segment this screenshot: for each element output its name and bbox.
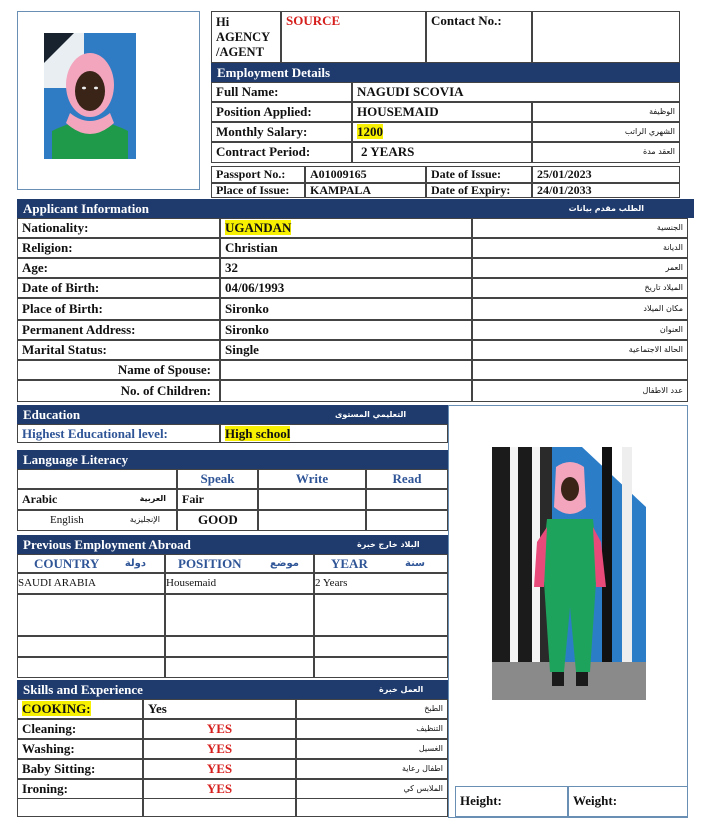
skill-value: YES <box>143 719 296 739</box>
language-blank <box>17 469 177 489</box>
issue-date-value: 25/01/2023 <box>532 166 680 183</box>
full-name-value: NAGUDI SCOVIA <box>352 82 680 102</box>
arabic-label: Arabic <box>22 492 58 506</box>
english-write <box>258 510 366 531</box>
skill-value: YES <box>143 759 296 779</box>
skills-header <box>17 680 448 699</box>
applicant-row-ar: الديانة <box>472 238 688 258</box>
prev-year-label: YEAR <box>331 556 368 571</box>
prev-row-position: Housemaid <box>165 573 314 594</box>
contract-value: 2 YEARS <box>352 142 532 163</box>
passport-no-label: Passport No.: <box>211 166 305 183</box>
prev-year-ar: سنة <box>405 558 425 569</box>
prev-row-country: SAUDI ARABIA <box>17 573 165 594</box>
prev-position-head <box>165 554 314 573</box>
language-header: Language Literacy <box>17 450 448 469</box>
applicant-row-label: Marital Status: <box>17 340 220 360</box>
agency-cell: Hi AGENCY /AGENT <box>211 11 281 63</box>
applicant-row-value <box>220 360 472 380</box>
applicant-row-ar: العمر <box>472 258 688 278</box>
applicant-row-ar: عدد الاطفال <box>472 380 688 402</box>
contract-ar: العقد مدة <box>532 142 680 163</box>
source-cell: SOURCE <box>281 11 426 63</box>
english-read <box>366 510 448 531</box>
place-issue-label: Place of Issue: <box>211 183 305 198</box>
prev-empty-2c <box>314 636 448 657</box>
applicant-row-ar: الميلاد تاريخ <box>472 278 688 298</box>
english-row-label <box>17 510 177 531</box>
passport-photo <box>44 33 136 159</box>
prev-country-head <box>17 554 165 573</box>
skill-value: YES <box>143 779 296 799</box>
prev-empty-3b <box>165 657 314 678</box>
english-label-ar: الإنجليزية <box>129 515 160 524</box>
skills-empty-c <box>296 798 448 817</box>
applicant-header <box>17 199 694 218</box>
applicant-row-label: Name of Spouse: <box>17 360 220 380</box>
education-header <box>17 405 448 424</box>
education-level-cell <box>220 424 448 443</box>
applicant-title-ar: الطلب مقدم بيانات <box>568 204 644 213</box>
prev-empty-1c <box>314 594 448 636</box>
skill-ar: اطفال رعاية <box>296 759 448 779</box>
skills-title: Skills and Experience <box>23 682 143 697</box>
prev-empty-3c <box>314 657 448 678</box>
applicant-row-value: 04/06/1993 <box>220 278 472 298</box>
education-title-ar: التعليمي المستوى <box>335 410 407 419</box>
skill-label: Cleaning: <box>17 719 143 739</box>
applicant-row-value: Single <box>220 340 472 360</box>
skill-label: Washing: <box>17 739 143 759</box>
prev-position-label: POSITION <box>178 556 242 571</box>
expiry-value: 24/01/2033 <box>532 183 680 198</box>
contact-value <box>532 11 680 63</box>
education-level: High school <box>225 426 291 441</box>
prev-empty-3a <box>17 657 165 678</box>
salary-value-cell <box>352 122 532 142</box>
applicant-row-label: Religion: <box>17 238 220 258</box>
passport-no-value: A01009165 <box>305 166 426 183</box>
language-read-head: Read <box>366 469 448 489</box>
arabic-row-label <box>17 489 177 510</box>
prev-row-year: 2 Years <box>314 573 448 594</box>
applicant-row-label: Nationality: <box>17 218 220 238</box>
prev-country-label: COUNTRY <box>34 556 100 571</box>
position-ar: الوظيفة <box>532 102 680 122</box>
skill-label <box>17 699 143 719</box>
applicant-row-value <box>220 380 472 402</box>
previous-title: Previous Employment Abroad <box>23 537 191 552</box>
arabic-label-ar: العربية <box>139 494 166 503</box>
applicant-row-label: Place of Birth: <box>17 298 220 320</box>
applicant-row-value <box>220 218 472 238</box>
arabic-write <box>258 489 366 510</box>
applicant-row-ar: العنوان <box>472 320 688 340</box>
salary-label: Monthly Salary: <box>211 122 352 142</box>
skills-empty-b <box>143 798 296 817</box>
prev-empty-2a <box>17 636 165 657</box>
skill-ar: الملابس كي <box>296 779 448 799</box>
language-write-head: Write <box>258 469 366 489</box>
applicant-row-ar: الحالة الاجتماعية <box>472 340 688 360</box>
skill-value: YES <box>143 739 296 759</box>
position-value: HOUSEMAID <box>352 102 532 122</box>
applicant-row-label: Date of Birth: <box>17 278 220 298</box>
arabic-read <box>366 489 448 510</box>
applicant-row-label: No. of Children: <box>17 380 220 402</box>
skill-ar: التنظيف <box>296 719 448 739</box>
education-level-label: Highest Educational level: <box>17 424 220 443</box>
prev-country-ar: دولة <box>124 558 146 569</box>
language-speak-head: Speak <box>177 469 258 489</box>
previous-title-ar: البلاد خارج خبرة <box>357 540 420 549</box>
prev-empty-1a <box>17 594 165 636</box>
applicant-title: Applicant Information <box>23 201 150 216</box>
applicant-row-ar <box>472 360 688 380</box>
full-body-photo <box>492 447 646 700</box>
skill-label: Ironing: <box>17 779 143 799</box>
education-title: Education <box>23 407 81 422</box>
applicant-row-value: Christian <box>220 238 472 258</box>
contract-label: Contract Period: <box>211 142 352 163</box>
salary-value: 1200 <box>357 124 383 139</box>
prev-year-head <box>314 554 448 573</box>
cooking-label: COOKING: <box>22 701 91 716</box>
expiry-label: Date of Expiry: <box>426 183 532 198</box>
nationality-value: UGANDAN <box>225 220 292 235</box>
applicant-row-value: Sironko <box>220 320 472 340</box>
full-name-label: Full Name: <box>211 82 352 102</box>
skill-ar: الغسيل <box>296 739 448 759</box>
arabic-speak: Fair <box>177 489 258 510</box>
applicant-row-label: Age: <box>17 258 220 278</box>
prev-empty-2b <box>165 636 314 657</box>
applicant-row-label: Permanent Address: <box>17 320 220 340</box>
prev-empty-1b <box>165 594 314 636</box>
prev-position-ar: موضع <box>270 558 299 569</box>
place-issue-value: KAMPALA <box>305 183 426 198</box>
passport-photo-frame <box>17 11 200 190</box>
english-label: English <box>50 514 84 526</box>
skills-title-ar: العمل خبرة <box>379 685 424 694</box>
skill-value: Yes <box>143 699 296 719</box>
previous-header <box>17 535 448 554</box>
weight-label: Weight: <box>568 786 688 817</box>
applicant-row-ar: الجنسية <box>472 218 688 238</box>
applicant-row-ar: مكان الميلاد <box>472 298 688 320</box>
skills-empty-a <box>17 798 143 817</box>
applicant-row-value: Sironko <box>220 298 472 320</box>
issue-date-label: Date of Issue: <box>426 166 532 183</box>
applicant-row-value: 32 <box>220 258 472 278</box>
position-label: Position Applied: <box>211 102 352 122</box>
skill-ar: الطبخ <box>296 699 448 719</box>
height-label: Height: <box>455 786 568 817</box>
skill-label: Baby Sitting: <box>17 759 143 779</box>
english-speak: GOOD <box>177 510 258 531</box>
contact-label: Contact No.: <box>426 11 532 63</box>
employment-header: Employment Details <box>211 63 680 82</box>
salary-ar: الشهري الراتب <box>532 122 680 142</box>
